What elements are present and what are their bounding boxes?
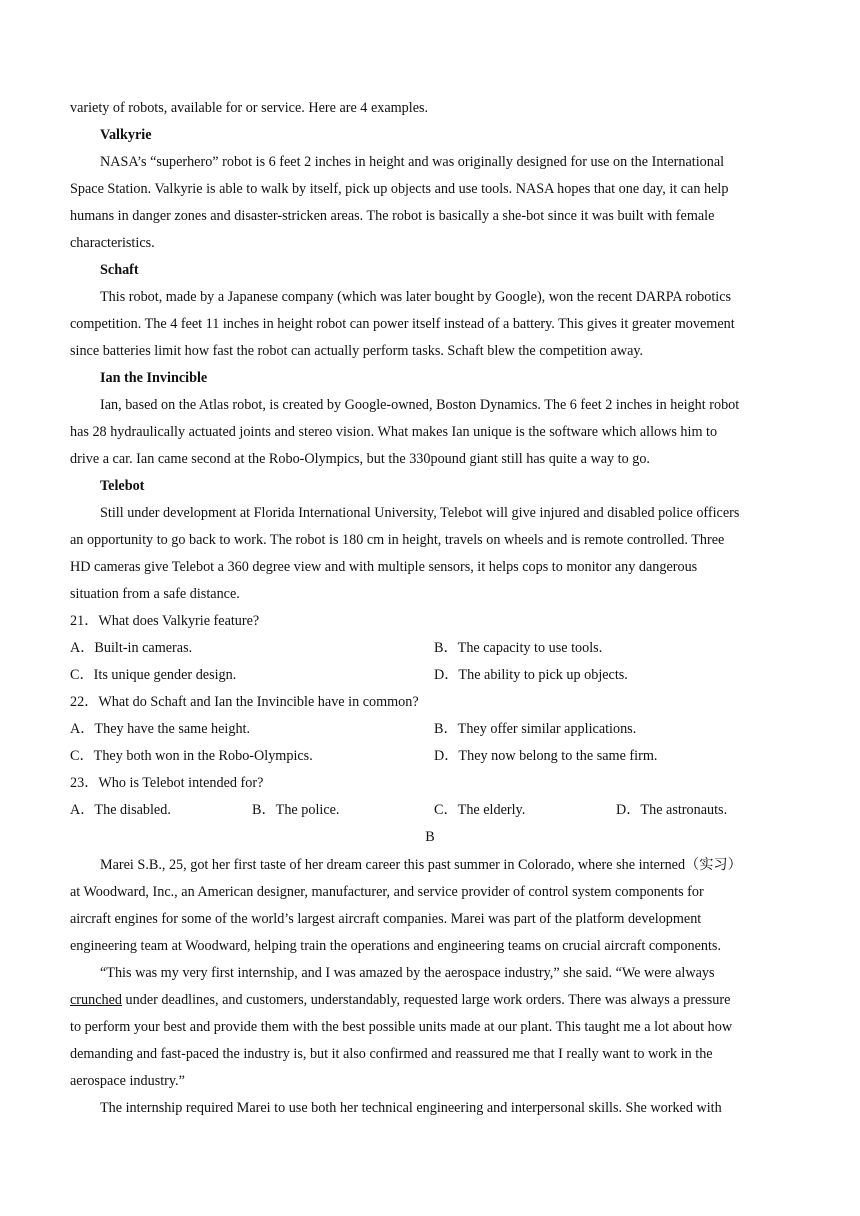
ian-text-line: Ian, based on the Atlas robot, is created by Google-owned, Boston Dynamics. The 6 feet 2 inches in height robot bbox=[100, 397, 740, 413]
robot-heading-valkyrie: Valkyrie bbox=[100, 127, 152, 143]
robot-heading-ian: Ian the Invincible bbox=[100, 370, 208, 386]
question-22-option-a[interactable]: A．They have the same height. bbox=[70, 721, 251, 737]
telebot-text-line: HD cameras give Telebot a 360 degree view and with multiple sensors, it helps cops to monitor any dangerous bbox=[70, 559, 698, 575]
question-21-stem: 21．What does Valkyrie feature? bbox=[70, 613, 260, 629]
ian-text-line: has 28 hydraulically actuated joints and stereo vision. What makes Ian unique is the software which allows him to bbox=[70, 424, 718, 440]
passage-b-text-line: Marei S.B., 25, got her first taste of her dream career this past summer in Colorado, where she interned（实习） bbox=[100, 857, 742, 873]
valkyrie-text-line: humans in danger zones and disaster-stricken areas. The robot is basically a she-bot since it was built with female bbox=[70, 208, 715, 224]
robot-heading-telebot: Telebot bbox=[100, 478, 145, 494]
passage-b-text-line: “This was my very first internship, and I was amazed by the aerospace industry,” she said. “We were always bbox=[100, 965, 715, 981]
question-21-option-a[interactable]: A．Built-in cameras. bbox=[70, 640, 193, 656]
passage-b-text-line: aerospace industry.” bbox=[70, 1073, 185, 1089]
passage-b-text-line: engineering team at Woodward, helping train the operations and engineering teams on crucial aircraft components. bbox=[70, 938, 721, 954]
question-22-option-c[interactable]: C．They both won in the Robo-Olympics. bbox=[70, 748, 313, 764]
schaft-text-line: since batteries limit how fast the robot can actually perform tasks. Schaft blew the competition away. bbox=[70, 343, 644, 359]
passage-b-text-line: The internship required Marei to use both her technical engineering and interpersonal skills. She worked with bbox=[100, 1100, 722, 1116]
telebot-text-line: an opportunity to go back to work. The robot is 180 cm in height, travels on wheels and is remote controlled. Three bbox=[70, 532, 725, 548]
telebot-text-line: situation from a safe distance. bbox=[70, 586, 240, 602]
passage-b-text-line: aircraft engines for some of the world’s largest aircraft companies. Marei was part of the platform development bbox=[70, 911, 702, 927]
valkyrie-text-line: Space Station. Valkyrie is able to walk by itself, pick up objects and use tools. NASA hopes that one day, it can help bbox=[70, 181, 729, 197]
question-23-option-b[interactable]: B．The police. bbox=[252, 802, 340, 818]
question-22-stem: 22．What do Schaft and Ian the Invincible have in common? bbox=[70, 694, 419, 710]
passage-b-heading: B bbox=[425, 829, 435, 845]
valkyrie-text-line: characteristics. bbox=[70, 235, 155, 251]
robot-heading-schaft: Schaft bbox=[100, 262, 139, 278]
text-span: under deadlines, and customers, understandably, requested large work orders. There was always a pressure bbox=[122, 992, 731, 1008]
question-23-stem: 23．Who is Telebot intended for? bbox=[70, 775, 264, 791]
passage-b-text-line: demanding and fast-paced the industry is, but it also confirmed and reassured me that I really want to work in the bbox=[70, 1046, 713, 1062]
question-21-option-d[interactable]: D．The ability to pick up objects. bbox=[434, 667, 628, 683]
passage-b-text-line: at Woodward, Inc., an American designer, manufacturer, and service provider of control system components for bbox=[70, 884, 704, 900]
schaft-text-line: This robot, made by a Japanese company (which was later bought by Google), won the recent DARPA robotics bbox=[100, 289, 732, 305]
telebot-text-line: Still under development at Florida International University, Telebot will give injured and disabled police officers bbox=[100, 505, 740, 521]
question-23-option-a[interactable]: A．The disabled. bbox=[70, 802, 171, 818]
intro-text: variety of robots, available for or service. Here are 4 examples. bbox=[70, 100, 429, 116]
passage-b-text-line bbox=[70, 991, 790, 1009]
passage-b-text-line: to perform your best and provide them with the best possible units made at our plant. This taught me a lot about how bbox=[70, 1019, 733, 1035]
question-23-option-c[interactable]: C．The elderly. bbox=[434, 802, 526, 818]
question-22-option-b[interactable]: B．They offer similar applications. bbox=[434, 721, 637, 737]
question-23-option-d[interactable]: D．The astronauts. bbox=[616, 802, 728, 818]
question-21-option-b[interactable]: B．The capacity to use tools. bbox=[434, 640, 603, 656]
question-22-option-d[interactable]: D．They now belong to the same firm. bbox=[434, 748, 658, 764]
schaft-text-line: competition. The 4 feet 11 inches in height robot can power itself instead of a battery. This gives it greater movement bbox=[70, 316, 735, 332]
underlined-word: crunched bbox=[70, 992, 122, 1008]
question-21-option-c[interactable]: C．Its unique gender design. bbox=[70, 667, 237, 683]
valkyrie-text-line: NASA’s “superhero” robot is 6 feet 2 inches in height and was originally designed for use on the International bbox=[100, 154, 725, 170]
ian-text-line: drive a car. Ian came second at the Robo-Olympics, but the 330pound giant still has quite a way to go. bbox=[70, 451, 650, 467]
